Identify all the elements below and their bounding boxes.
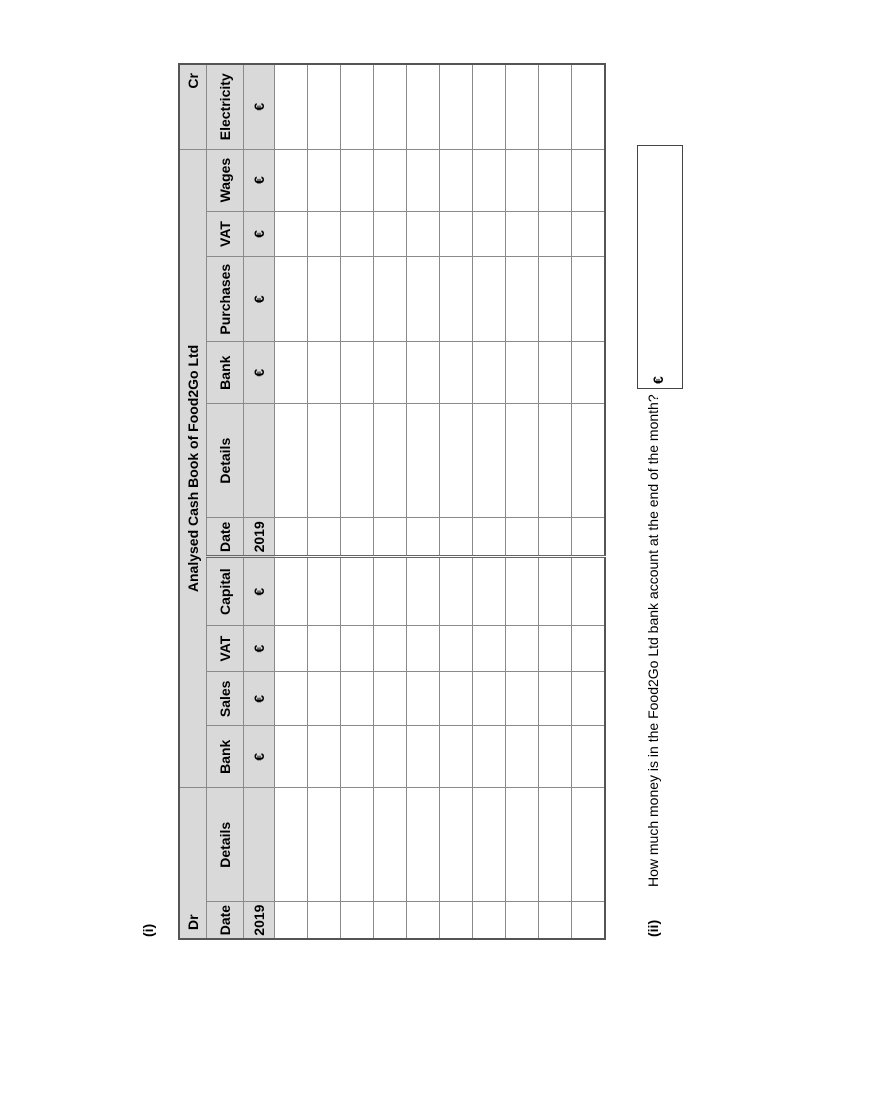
entry-cell[interactable] <box>539 64 572 149</box>
column-subheader: € <box>244 149 275 211</box>
entry-cell[interactable] <box>341 726 374 788</box>
column-header: Capital <box>207 557 244 625</box>
column-subheader <box>244 404 275 518</box>
entry-cell[interactable] <box>308 788 341 902</box>
entry-cell[interactable] <box>506 342 539 404</box>
table-row <box>539 64 572 939</box>
entry-cell[interactable] <box>539 788 572 902</box>
entry-cell[interactable] <box>341 342 374 404</box>
entry-cell[interactable] <box>407 211 440 257</box>
table-row <box>440 64 473 939</box>
column-subheader: 2019 <box>244 902 275 939</box>
column-subheader: 2019 <box>244 518 275 557</box>
table-row <box>572 64 606 939</box>
entry-cell[interactable] <box>506 557 539 625</box>
column-subheader: € <box>244 257 275 342</box>
table-row <box>506 64 539 939</box>
entry-cell[interactable] <box>407 64 440 149</box>
column-header: Sales <box>207 672 244 726</box>
column-subheader: € <box>244 64 275 149</box>
entry-cell[interactable] <box>506 788 539 902</box>
entry-cell[interactable] <box>341 902 374 939</box>
entry-cell[interactable] <box>473 672 506 726</box>
column-header: Bank <box>207 726 244 788</box>
entry-cell[interactable] <box>374 625 407 672</box>
entry-cell[interactable] <box>539 518 572 557</box>
entry-cell[interactable] <box>572 726 606 788</box>
entry-cell[interactable] <box>341 211 374 257</box>
column-header: Date <box>207 518 244 557</box>
cash-book-title: Analysed Cash Book of Food2Go Ltd <box>179 149 207 788</box>
entry-cell[interactable] <box>407 672 440 726</box>
column-header: VAT <box>207 211 244 257</box>
entry-cell[interactable] <box>572 257 606 342</box>
entry-cell[interactable] <box>275 149 308 211</box>
entry-cell[interactable] <box>572 342 606 404</box>
column-subheader: € <box>244 726 275 788</box>
entry-cell[interactable] <box>572 672 606 726</box>
entry-cell[interactable] <box>275 342 308 404</box>
column-header: VAT <box>207 625 244 672</box>
entry-cell[interactable] <box>374 257 407 342</box>
entry-cell[interactable] <box>539 557 572 625</box>
entry-cell[interactable] <box>275 404 308 518</box>
entry-cell[interactable] <box>440 64 473 149</box>
entry-cell[interactable] <box>473 902 506 939</box>
entry-cell[interactable] <box>374 518 407 557</box>
entry-cell[interactable] <box>572 64 606 149</box>
entry-cell[interactable] <box>539 342 572 404</box>
entry-cell[interactable] <box>473 557 506 625</box>
entry-cell[interactable] <box>374 788 407 902</box>
entry-cell[interactable] <box>308 342 341 404</box>
entry-cell[interactable] <box>440 518 473 557</box>
table-row <box>473 64 506 939</box>
column-header: Electricity <box>207 64 244 149</box>
entry-cell[interactable] <box>539 404 572 518</box>
entry-cell[interactable] <box>374 672 407 726</box>
analysed-cash-book-table <box>178 63 606 940</box>
entry-cell[interactable] <box>407 557 440 625</box>
entry-cell[interactable] <box>308 404 341 518</box>
column-header: Purchases <box>207 257 244 342</box>
entry-cell[interactable] <box>407 902 440 939</box>
entry-cell[interactable] <box>407 625 440 672</box>
entry-cell[interactable] <box>374 64 407 149</box>
entry-cell[interactable] <box>275 211 308 257</box>
entry-cell[interactable] <box>506 672 539 726</box>
entry-cell[interactable] <box>539 149 572 211</box>
entry-cell[interactable] <box>506 257 539 342</box>
entry-cell[interactable] <box>407 726 440 788</box>
entry-cell[interactable] <box>374 557 407 625</box>
entry-cell[interactable] <box>506 902 539 939</box>
entry-cell[interactable] <box>275 518 308 557</box>
entry-cell[interactable] <box>572 518 606 557</box>
entry-cell[interactable] <box>506 726 539 788</box>
debit-side-label: Dr <box>179 788 207 939</box>
entry-cell[interactable] <box>308 518 341 557</box>
entry-cell[interactable] <box>308 902 341 939</box>
entry-cell[interactable] <box>506 625 539 672</box>
entry-cell[interactable] <box>539 672 572 726</box>
entry-cell[interactable] <box>473 64 506 149</box>
entry-cell[interactable] <box>539 625 572 672</box>
entry-cell[interactable] <box>407 518 440 557</box>
entry-cell[interactable] <box>572 902 606 939</box>
entry-cell[interactable] <box>572 788 606 902</box>
entry-cell[interactable] <box>374 149 407 211</box>
credit-side-label: Cr <box>179 64 207 149</box>
entry-cell[interactable] <box>308 557 341 625</box>
entry-cell[interactable] <box>308 64 341 149</box>
column-subheader <box>244 788 275 902</box>
entry-cell[interactable] <box>341 625 374 672</box>
entry-cell[interactable] <box>374 726 407 788</box>
part-ii-label: (ii) <box>645 919 661 937</box>
entry-cell[interactable] <box>407 788 440 902</box>
entry-cell[interactable] <box>539 726 572 788</box>
entry-cell[interactable] <box>275 672 308 726</box>
table-row <box>308 64 341 939</box>
entry-cell[interactable] <box>374 902 407 939</box>
entry-cell[interactable] <box>341 64 374 149</box>
entry-cell[interactable] <box>506 518 539 557</box>
entry-cell[interactable] <box>506 64 539 149</box>
entry-cell[interactable] <box>506 149 539 211</box>
entry-cell[interactable] <box>440 342 473 404</box>
entry-cell[interactable] <box>473 342 506 404</box>
entry-cell[interactable] <box>506 211 539 257</box>
answer-box[interactable] <box>637 145 683 389</box>
entry-cell[interactable] <box>473 625 506 672</box>
column-subheader: € <box>244 625 275 672</box>
entry-cell[interactable] <box>572 404 606 518</box>
entry-cell[interactable] <box>440 788 473 902</box>
entry-cell[interactable] <box>275 726 308 788</box>
entry-cell[interactable] <box>374 404 407 518</box>
entry-cell[interactable] <box>341 672 374 726</box>
column-subheader: € <box>244 672 275 726</box>
table-row <box>407 64 440 939</box>
entry-cell[interactable] <box>506 404 539 518</box>
entry-cell[interactable] <box>407 342 440 404</box>
entry-cell[interactable] <box>440 726 473 788</box>
entry-cell[interactable] <box>473 149 506 211</box>
entry-cell[interactable] <box>275 902 308 939</box>
entry-cell[interactable] <box>440 557 473 625</box>
entry-cell[interactable] <box>341 518 374 557</box>
entry-cell[interactable] <box>572 211 606 257</box>
entry-cell[interactable] <box>440 625 473 672</box>
entry-cell[interactable] <box>572 149 606 211</box>
part-i-label: (i) <box>140 923 156 937</box>
entry-cell[interactable] <box>308 257 341 342</box>
entry-cell[interactable] <box>440 902 473 939</box>
entry-cell[interactable] <box>374 211 407 257</box>
entry-cell[interactable] <box>275 625 308 672</box>
column-subheader: € <box>244 342 275 404</box>
entry-cell[interactable] <box>308 149 341 211</box>
entry-cell[interactable] <box>473 726 506 788</box>
entry-cell[interactable] <box>407 257 440 342</box>
entry-cell[interactable] <box>407 404 440 518</box>
entry-cell[interactable] <box>572 557 606 625</box>
entry-cell[interactable] <box>473 788 506 902</box>
column-subheader: € <box>244 211 275 257</box>
entry-cell[interactable] <box>341 557 374 625</box>
answer-currency-symbol: € <box>650 376 666 384</box>
entry-cell[interactable] <box>341 257 374 342</box>
entry-cell[interactable] <box>374 342 407 404</box>
entry-cell[interactable] <box>440 672 473 726</box>
column-header: Bank <box>207 342 244 404</box>
entry-cell[interactable] <box>308 672 341 726</box>
entry-cell[interactable] <box>341 149 374 211</box>
entry-cell[interactable] <box>275 64 308 149</box>
entry-cell[interactable] <box>539 902 572 939</box>
entry-cell[interactable] <box>473 518 506 557</box>
question-text: How much money is in the Food2Go Ltd bank account at the end of the month? <box>645 394 661 887</box>
table-row <box>341 64 374 939</box>
column-header: Date <box>207 902 244 939</box>
entry-cell[interactable] <box>275 257 308 342</box>
table-row <box>275 64 308 939</box>
entry-cell[interactable] <box>275 557 308 625</box>
entry-cell[interactable] <box>572 625 606 672</box>
entry-cell[interactable] <box>440 404 473 518</box>
entry-cell[interactable] <box>275 788 308 902</box>
entry-cell[interactable] <box>341 404 374 518</box>
entry-cell[interactable] <box>407 149 440 211</box>
column-header: Details <box>207 404 244 518</box>
entry-cell[interactable] <box>440 257 473 342</box>
entry-cell[interactable] <box>539 211 572 257</box>
entry-cell[interactable] <box>308 625 341 672</box>
entry-cell[interactable] <box>473 211 506 257</box>
entry-cell[interactable] <box>308 726 341 788</box>
entry-cell[interactable] <box>539 257 572 342</box>
entry-cell[interactable] <box>440 211 473 257</box>
entry-cell[interactable] <box>440 149 473 211</box>
table-row <box>374 64 407 939</box>
column-subheader: € <box>244 557 275 625</box>
entry-cell[interactable] <box>308 211 341 257</box>
column-header: Wages <box>207 149 244 211</box>
entry-cell[interactable] <box>473 257 506 342</box>
column-header: Details <box>207 788 244 902</box>
entry-cell[interactable] <box>341 788 374 902</box>
entry-cell[interactable] <box>473 404 506 518</box>
